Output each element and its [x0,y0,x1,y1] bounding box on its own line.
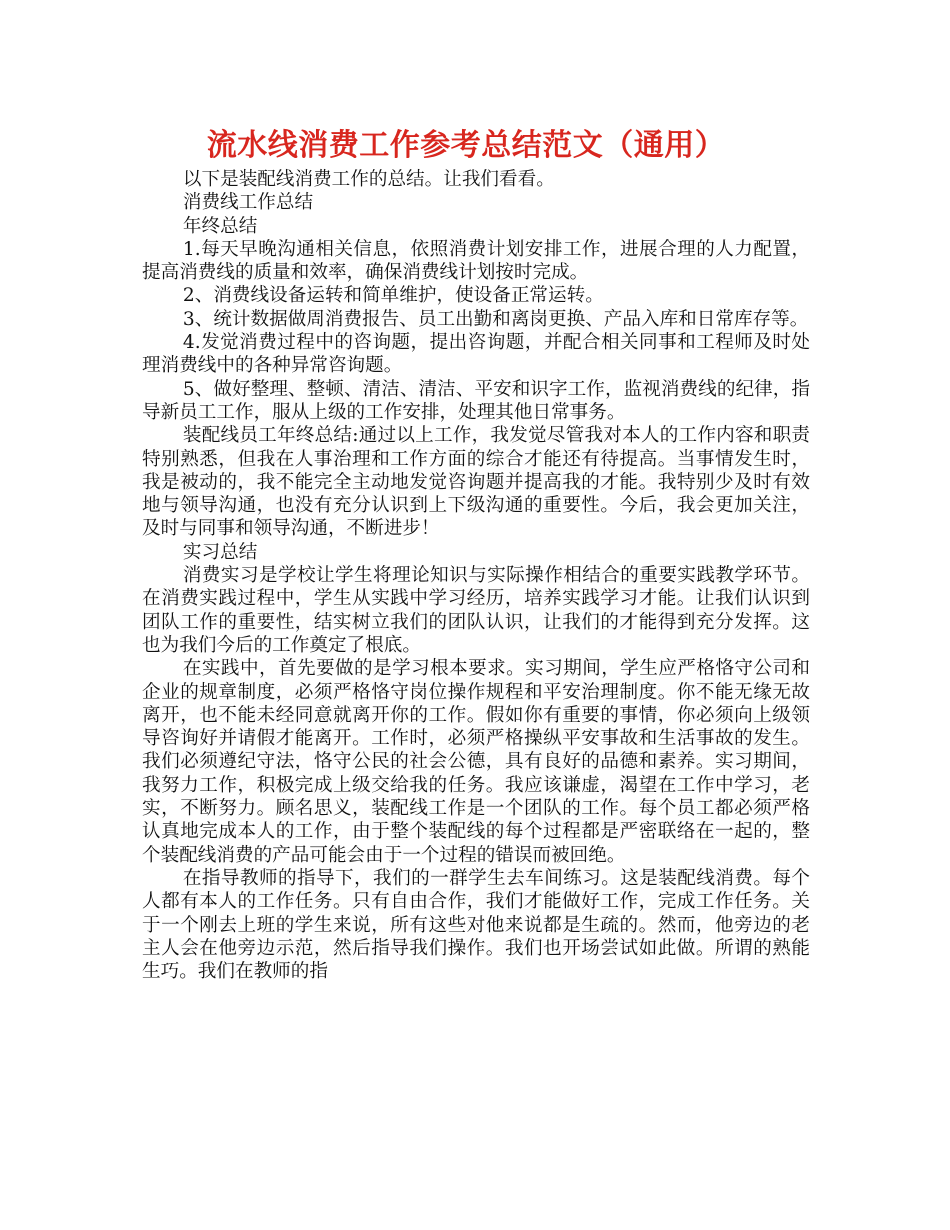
paragraph: 1.每天早晚沟通相关信息，依照消费计划安排工作，进展合理的人力配置，提高消费线的质量和效率，确保消费线计划按时完成。 [142,238,810,284]
paragraph: 5、做好整理、整顿、清洁、清洁、平安和识字工作，监视消费线的纪律，指导新员工工作，服从上级的工作安排，处理其他日常事务。 [142,378,810,423]
paragraph: 4.发觉消费过程中的咨询题，提出咨询题，并配合相关同事和工程师及时处理消费线中的各种异常咨询题。 [142,332,810,377]
document-body [142,168,810,983]
paragraph: 3、统计数据做周消费报告、员工出勤和离岗更换、产品入库和日常库存等。 [182,308,809,330]
section-heading: 消费线工作总结 [182,192,314,214]
paragraph: 2、消费线设备运转和简单维护，使设备正常运转。 [182,285,604,307]
paragraph: 在实践中，首先要做的是学习根本要求。实习期间，学生应严格恪守公司和企业的规章制度，必须严格恪守岗位操作规程和平安治理制度。你不能无缘无故离开，也不能未经同意就离开你的工作。假如你有重要的事情，你必须向上级领导咨询好并请假才能离开。工作时，必须严格操纵平安事故和生活事故的发生。我们必须遵纪守法，恪守公民的社会公德，具有良好的品德和素养。实习期间，我努力工作，积极完成上级交给我的任务。我应该谦虚，渴望在工作中学习，老实，不断努力。顾名思义，装配线工作是一个团队的工作。每个员工都必须严格认真地完成本人的工作，由于整个装配线的每个过程都是严密联络在一起的，整个装配线消费的产品可能会由于一个过程的错误而被回绝。 [142,658,810,866]
document-title: 流水线消费工作参考总结范文（通用） [206,128,726,163]
paragraph: 以下是装配线消费工作的总结。让我们看看。 [182,169,555,190]
paragraph: 装配线员工年终总结:通过以上工作，我发觉尽管我对本人的工作内容和职责特别熟悉，但我在人事治理和工作方面的综合才能还有待提高。当事情发生时，我是被动的，我不能完全主动地发觉咨询题并提高我的才能。我特别少及时有效地与领导沟通，也没有充分认识到上下级沟通的重要性。今后，我会更加关注，及时与同事和领导沟通，不断进步！ [142,425,810,540]
paragraph: 在指导教师的指导下，我们的一群学生去车间练习。这是装配线消费。每个人都有本人的工作任务。只有自由合作，我们才能做好工作，完成工作任务。关于一个刚去上班的学生来说，所有这些对他来说都是生疏的。然而，他旁边的老主人会在他旁边示范，然后指导我们操作。我们也开场尝试如此做。所谓的熟能生巧。我们在教师的指 [142,867,810,983]
section-heading: 年终总结 [182,215,258,237]
section-heading: 实习总结 [182,541,258,563]
paragraph: 消费实习是学校让学生将理论知识与实际操作相结合的重要实践教学环节。在消费实践过程中，学生从实践中学习经历，培养实践学习才能。让我们认识到团队工作的重要性，结实树立我们的团队认识，让我们的才能得到充分发挥。这也为我们今后的工作奠定了根底。 [142,565,810,656]
